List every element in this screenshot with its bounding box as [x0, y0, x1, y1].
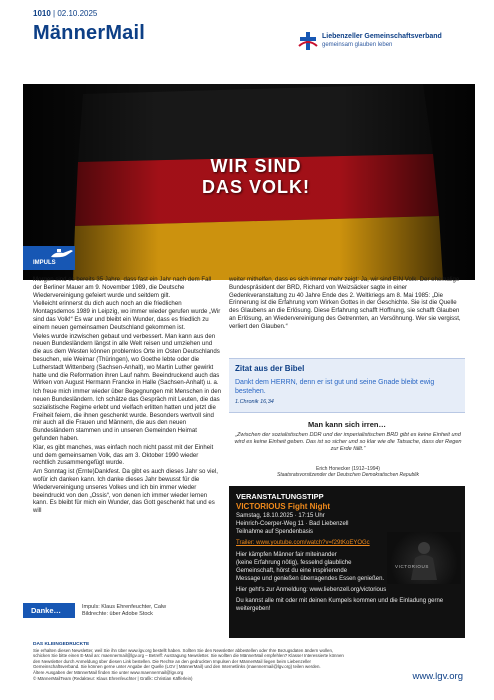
footer-line: Ältere Ausgaben der MännerMail finden Sie unter www.maennermail@lgv.org [33, 669, 184, 675]
event-image [387, 532, 461, 584]
thanks-badge: Danke… [23, 603, 75, 618]
hero-title-line2: DAS VOLK! [202, 177, 310, 197]
event-date: Samstag, 18.10.2025 · 17:15 Uhr [236, 513, 325, 519]
event-title: VICTORIOUS Fight Night [236, 502, 331, 511]
article-paragraph: Morgen sind es bereits 35 Jahre, dass fast ein Jahr nach dem Fall der Berliner Mauer am 9. November 1989, die Deutsche Wiedervereinigung gefeiert wurde und seitdem gilt. [33, 276, 212, 299]
event-image-label: VICTORIOUS [395, 564, 429, 569]
issue-info [33, 9, 97, 18]
event-description: (keine Erfahrung nötig), fesselnd glaubliche [236, 560, 352, 566]
footer-line: Gemeinschaftsverband. Sie können gerne unter Angabe der Quelle (LGV | MännerMail) und den Internetlinks (maennermail@lgv.org) teilen werden. [33, 664, 321, 670]
credit-impuls: Impuls: Klaus Ehrenfeuchter, Calw [82, 604, 167, 610]
man-quote-text: „Zwischen der sozialistischen DDR und der imperialistischen BRD gibt es keine Einheit und wird es keine Einheit geben. Das ist so sicher und so klar wie die Tatsache, dass der Regen zur Erde fällt.“ [234, 432, 462, 453]
impuls-label: IMPULS [33, 260, 56, 266]
man-quote-title: Man kann sich irren… [308, 420, 386, 429]
footer-smallprint [33, 642, 465, 676]
article-paragraph: Vielleicht erinnerst du dich auch noch an die friedlichen Montagsdemos 1989 in Leipzig, wo immer wieder gerufen wurde „Wir sind das Volk!“ Es war und bleibt ein Wunder, dass es friedlich zu einem neuen gemeinsamen Deutschland gekommen ist. [33, 300, 221, 331]
bible-quote-reference: 1.Chronik 16,34 [235, 399, 274, 405]
event-box [229, 486, 465, 638]
footer-line: schicken Sie bitte einen E-Mail an: maennermail@lgv.org – Betreff: Austragung Newsletter. Sie wollten die MännerMail empfehlen? Klasse! Interessierte können [33, 653, 344, 659]
footer-line: den Newsletter durch Anmeldung über diesen Link bestellen. Die Rechte an den gedruckten Impulsen der MännerMail liegen beim Liebenzeller [33, 658, 311, 664]
credit-images: Bildrechte: über Adobe Stock [82, 611, 153, 618]
footer-copyright: © MännerMailTeam (Redakteur: Klaus Ehrenfeuchter | Grafik: Christian Käfferlein) [33, 676, 193, 681]
bible-quote-text: Dankt dem HERRN, denn er ist gut und seine Gnade bleibt ewig bestehen. [235, 379, 435, 395]
lgv-logo-icon [297, 30, 319, 52]
org-name: Liebenzeller Gemeinschaftsverband [322, 33, 442, 40]
issue-date: | 02.10.2025 [53, 9, 98, 18]
footer-title: DAS KLEINGEDRUCKTE [33, 642, 90, 647]
article-paragraph: Am Sonntag ist (Ernte)Dankfest. Da gibt es auch dieses Jahr so viel, wofür ich danken kann. Ich danke dieses Jahr bewusst für die Wiedervereinigung unseres Volkes und ich bin immer wieder beeindruckt von den „Ossis“, von denen ich immer wieder lernen kann. Es bleibt für mich ein Wunder, das Gott geschenkt hat und es will [33, 468, 218, 515]
event-trailer-link[interactable]: Trailer: www.youtube.com/watch?v=f29tKoEYOGc [236, 540, 370, 546]
footer-line: Sie erhalten diesen Newsletter, weil Sie ihn über www.lgv.org bestellt haben. Sollten Sie den Newsletter abbestellen oder Ihre Bezugsdaten ändern wollen, [33, 647, 334, 653]
bible-quote-title: Zitat aus der Bibel [235, 364, 305, 373]
event-signup-link[interactable]: Hier geht's zur Anmeldung: www.liebenzell.org/victorious [236, 587, 387, 593]
man-quote-author: Erich Honecker (1912–1994) [316, 466, 380, 472]
oil-lamp-icon [49, 247, 75, 259]
event-location: Heinrich-Coerper-Weg 11 · Bad Liebenzell [236, 521, 349, 527]
article-paragraph: Ich freue mich immer wieder über Begegnungen mit Menschen in den neuen Bundesländern. Ich schätze das Gespräch mit Leuten, die das sozialistische Regime erlebt und vielfach erlitten hatten und jetzt die Freiheit feiern, die ihnen geschenkt wurde. Besonders wertvoll sind mir auch all die Frauen und Männern, die aus den neuen Bundesländern stammen und in unseren Gemeinden Heimat gefunden haben. [33, 388, 221, 442]
bible-quote-box [229, 358, 465, 413]
credits [82, 604, 166, 619]
fighter-silhouette-icon [387, 532, 461, 584]
article-paragraph: weiter mithelfen, dass es sich immer mehr zeigt: Ja, wir sind EIN Volk. Der ehemalige Bundespräsident der BRD, Richard von Weizsäcker sagte in einer Gedenkveranstaltung zu 40 Jahre Ende des 2. Weltkriegs am 8. Mai 1985: „Die Erinnerung ist die Erfahrung vom Wirken Gottes in der Geschichte. Sie ist die Quelle des Glaubens an die Erlösung. Diese Erfahrung schafft Hoffnung, sie schafft Glauben an Erlösung, an Wiedervereinigung des Getrennten, an Versöhnung. Wer sie vergisst, verliert den Glauben.“ [229, 276, 461, 330]
event-description: Hier kämpfen Männer fair miteinander [236, 552, 337, 558]
event-description: Message und genießen überragendes Essen genießen. [236, 576, 385, 582]
article-right-column [229, 276, 465, 332]
header [0, 0, 494, 78]
article-paragraph: Vieles wurde inzwischen gebaut und verbessert. Man kann aus den neuen Bundesländern längst in alle Welt reisen und umziehen und die aus dem Westen können problemlos Orte im Osten Deutschlands besuchen, wie Weimar (Thüringen), wo Goethe lebte oder die Lutherstadt Wittenberg (Sachsen-Anhalt), wo Martin Luther gewirkt hatte und die Reformation ihren Lauf nahm. Beeindruckend auch das Wirken von August Hermann Francke in Halle (Sachsen-Anhalt) u. a. [33, 332, 220, 387]
impuls-banner [23, 246, 75, 270]
website-link[interactable]: www.lgv.org [412, 671, 463, 682]
brand-title: MännerMail [33, 22, 146, 44]
man-quote-role: Staatsratsvorsitzender der Deutschen Demokratischen Republik [276, 472, 419, 478]
hero-title [171, 156, 341, 198]
event-entry: Teilnahme auf Spendenbasis [236, 529, 314, 535]
hero-title-line1: WIR SIND [210, 156, 302, 176]
hero-image [23, 84, 475, 280]
article-left-column [33, 276, 221, 516]
org-tagline: gemeinsam glauben leben [322, 42, 393, 48]
event-tag: VERANSTALTUNGSTIPP [236, 492, 324, 501]
event-cta: Du kannst alle mit oder mit deinen Kumpels kommen und die Einladung gerne weitergeben! [236, 598, 444, 612]
event-description: Gemeinschaft, hörst du eine inspirierende [236, 568, 348, 574]
article-paragraph: Klar, es gibt manches, was einfach noch nicht passt mit der Einheit und dem gemeinsamen Volk, das am 3. Oktober 1990 wieder rechtlich zusammengefügt wurde. [33, 443, 214, 467]
issue-number: 1010 [33, 9, 51, 18]
